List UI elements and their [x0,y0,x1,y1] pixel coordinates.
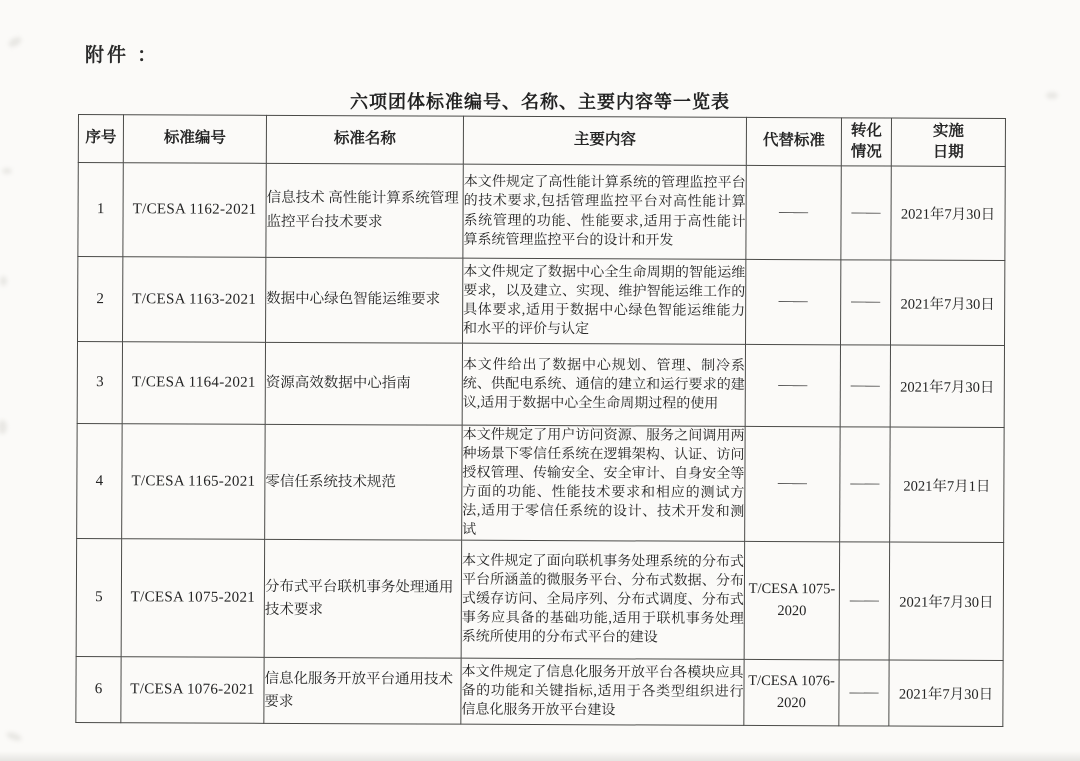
header-content: 主要内容 [463,116,746,165]
cell-content: 本文件规定了数据中心全生命周期的智能运维要求，以及建立、实现、维护智能运维工作的具体要求,适用于数据中心绿色智能运维能力和水平的评价与认定 [463,258,746,344]
cell-conversion: —— [839,660,889,726]
cell-replaces: —— [745,344,840,426]
cell-date: 2021年7月30日 [889,542,1004,660]
cell-name: 资源高效数据中心指南 [265,342,462,425]
cell-name: 信息技术 高性能计算系统管理监控平台技术要求 [266,163,463,258]
cell-content: 本文件规定了面向联机事务处理系统的分布式平台所涵盖的微服务平台、分布式数据、分布式缓存访问、全局序列、分布式调度、分布式事务应具备的基础功能,适用于联机事务处理系统所使用的分布式平台的建设 [461,540,745,659]
header-row [78,115,1005,167]
cell-date: 2021年7月30日 [890,260,1004,345]
header-date: 实施 日期 [891,118,1005,166]
attachment-label: 附件 ： [85,45,160,66]
cell-content: 本文件给出了数据中心规划、管理、制冷系统、供配电系统、通信的建立和运行要求的建议,适用于数据中心全生命周期过程的使用 [462,343,745,426]
header-no: 序号 [78,115,123,163]
cell-code: T/CESA 1163-2021 [123,257,266,343]
cell-code: T/CESA 1165-2021 [122,424,266,540]
standards-table-container [75,114,1006,727]
header-name: 标准名称 [266,115,463,164]
cell-date: 2021年7月30日 [891,166,1005,260]
cell-code: T/CESA 1075-2021 [121,539,265,658]
cell-conversion: —— [839,542,890,660]
cell-date: 2021年7月30日 [889,660,1003,726]
header-code: 标准编号 [123,115,266,164]
cell-conversion: —— [840,345,890,427]
standards-table [75,114,1006,727]
cell-code: T/CESA 1076-2021 [121,657,264,724]
table-row [76,657,1003,727]
cell-conversion: —— [840,427,891,542]
cell-name: 信息化服务开放平台通用技术要求 [264,658,461,725]
cell-replaces: —— [746,165,841,259]
table-row [78,257,1005,346]
cell-name: 数据中心绿色智能运维要求 [266,257,463,343]
cell-conversion: —— [841,260,891,345]
cell-content: 本文件规定了高性能计算系统的管理监控平台的技术要求,包括管理监控平台对高性能计算系统管理的功能、性能要求,适用于高性能计算系统管理监控平台的设计和开发 [463,164,746,259]
scan-smudge [7,35,23,49]
scan-smudge [0,420,7,434]
scan-smudge [5,730,22,742]
cell-content: 本文件规定了用户访问资源、服务之间调用两种场景下零信任系统在逻辑架构、认证、访问授权管理、传输安全、安全审计、自身安全等方面的功能、性能技术要求和相应的测试方法,适用于零信任系统的设计、技术开发和测试 [462,425,745,541]
cell-conversion: —— [841,166,891,260]
cell-name: 零信任系统技术规范 [265,424,463,540]
cell-no: 6 [76,657,121,723]
cell-date: 2021年7月30日 [890,345,1004,427]
table-row [77,423,1004,542]
cell-name: 分布式平台联机事务处理通用技术要求 [264,540,462,659]
cell-no: 1 [78,163,123,257]
header-replaces: 代替标准 [746,117,841,165]
cell-code: T/CESA 1162-2021 [123,163,266,258]
cell-replaces: T/CESA 1075-2020 [744,542,840,660]
cell-replaces: —— [745,426,841,542]
cell-no: 5 [76,539,122,657]
scan-smudge [2,168,12,174]
cell-code: T/CESA 1164-2021 [122,342,265,425]
table-row [76,539,1004,661]
cell-no: 4 [77,423,123,538]
table-row [77,342,1004,428]
cell-replaces: —— [746,259,841,344]
page-title: 六项团体标准编号、名称、主要内容等一览表 [350,92,730,112]
header-conversion: 转化 情况 [841,118,891,166]
scan-smudge [0,276,7,286]
cell-no: 2 [78,257,123,342]
cell-date: 2021年7月1日 [890,427,1005,543]
cell-replaces: T/CESA 1076-2020 [744,660,839,726]
table-row [78,163,1005,261]
cell-no: 3 [77,342,122,424]
cell-content: 本文件规定了信息化服务开放平台各模块应具备的功能和关键指标,适用于各类型组织进行信息化服务开放平台建设 [461,658,744,725]
scan-shade [0,751,1080,761]
